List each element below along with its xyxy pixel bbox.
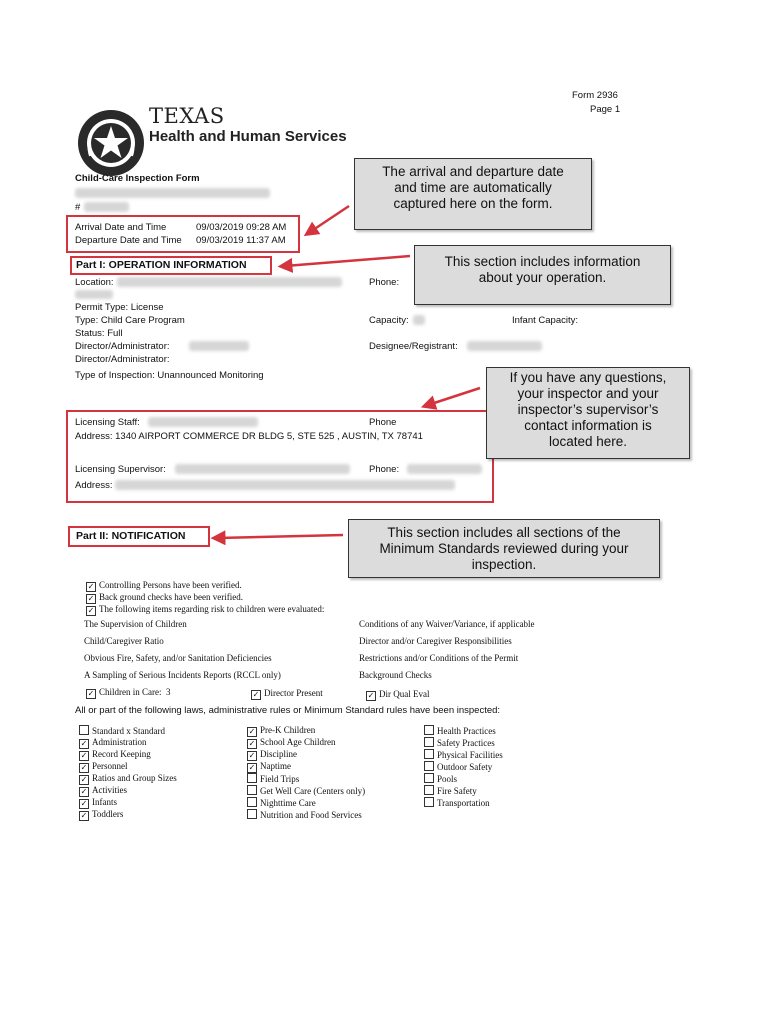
risk-item-left: A Sampling of Serious Incidents Reports (RCCL only) bbox=[84, 670, 281, 680]
supervisor-phone-label: Phone: bbox=[369, 464, 400, 475]
checkbox-empty-icon bbox=[424, 737, 434, 747]
inspected-rule-label: Naptime bbox=[260, 761, 291, 771]
inspected-intro: All or part of the following laws, administrative rules or Minimum Standard rules have been inspected: bbox=[75, 705, 501, 716]
checkbox-empty-icon bbox=[247, 797, 257, 807]
redacted-director-1 bbox=[189, 341, 249, 351]
licensing-staff-label: Licensing Staff: bbox=[75, 417, 140, 428]
checkbox-empty-icon bbox=[424, 773, 434, 783]
risk-item-left: The Supervision of Children bbox=[84, 619, 187, 629]
permit-type: Permit Type: License bbox=[75, 302, 164, 313]
operation-number-label: # bbox=[75, 202, 81, 213]
director-label-1: Director/Administrator: bbox=[75, 341, 170, 352]
inspected-rule-item bbox=[79, 761, 128, 773]
checkmark-icon: ✓ bbox=[87, 606, 95, 615]
risk-item-right: Conditions of any Waiver/Variance, if applicable bbox=[359, 619, 535, 629]
inspected-rule-label: Fire Safety bbox=[437, 786, 477, 796]
part1-heading: Part I: OPERATION INFORMATION bbox=[76, 259, 247, 271]
checkbox-empty-icon bbox=[424, 749, 434, 759]
verified-item: ✓ The following items regarding risk to children were evaluated: bbox=[87, 604, 325, 615]
inspected-rule-label: Administration bbox=[92, 737, 147, 747]
redacted-designee bbox=[467, 341, 542, 351]
capacity-label: Capacity: bbox=[369, 315, 409, 326]
inspected-rule-label: Toddlers bbox=[92, 809, 124, 819]
infant-capacity-label: Infant Capacity: bbox=[512, 315, 579, 326]
verified-item: ✓ Controlling Persons have been verified. bbox=[87, 580, 242, 591]
licensing-address: Address: 1340 AIRPORT COMMERCE DR BLDG 5, STE 525 , AUSTIN, TX 78741 bbox=[75, 431, 423, 442]
inspected-rule-label: Record Keeping bbox=[92, 749, 151, 759]
checkmark-icon: ✓ bbox=[87, 689, 95, 698]
checkbox-empty-icon bbox=[424, 785, 434, 795]
redacted-capacity bbox=[413, 315, 425, 325]
program-type: Type: Child Care Program bbox=[75, 315, 185, 326]
checkbox-empty-icon bbox=[424, 797, 434, 807]
page-label: Page 1 bbox=[590, 104, 621, 115]
inspected-rule-label: Nighttime Care bbox=[260, 798, 316, 808]
callout-notification: This section includes all sections of the Minimum Standards reviewed during your inspection. bbox=[348, 519, 660, 578]
supervisor-address-label: Address: bbox=[75, 480, 113, 491]
texas-state-seal-icon bbox=[76, 108, 146, 178]
risk-item-left: Child/Caregiver Ratio bbox=[84, 636, 164, 646]
inspected-rule-label: Personnel bbox=[92, 761, 128, 771]
form-title: Child-Care Inspection Form bbox=[75, 173, 200, 184]
licensing-supervisor-label: Licensing Supervisor: bbox=[75, 464, 166, 475]
inspected-rule-item bbox=[79, 725, 165, 736]
arrival-value: 09/03/2019 09:28 AM bbox=[196, 222, 287, 233]
checkbox-empty-icon bbox=[247, 785, 257, 795]
inspected-rule-item bbox=[79, 773, 177, 785]
departure-label: Departure Date and Time bbox=[75, 235, 182, 246]
checkmark-icon: ✓ bbox=[87, 594, 95, 603]
inspected-rule-item bbox=[424, 737, 495, 748]
redacted-supervisor-phone bbox=[407, 464, 482, 474]
inspected-rule-label: Ratios and Group Sizes bbox=[92, 773, 177, 783]
inspected-rule-label: Safety Practices bbox=[437, 738, 495, 748]
director-present: ✓ Director Present bbox=[252, 688, 323, 699]
location-label: Location: bbox=[75, 277, 114, 288]
redacted-location-line2 bbox=[75, 290, 113, 299]
inspected-rule-item bbox=[247, 809, 362, 820]
inspected-rule-item bbox=[79, 737, 147, 749]
checkmark-icon: ✓ bbox=[80, 799, 88, 808]
inspected-rule-item bbox=[79, 749, 151, 761]
risk-item-right: Background Checks bbox=[359, 670, 432, 680]
checkmark-icon: ✓ bbox=[367, 691, 375, 700]
inspected-rule-item bbox=[424, 749, 503, 760]
risk-item-left: Obvious Fire, Safety, and/or Sanitation Deficiencies bbox=[84, 653, 272, 663]
checkmark-icon: ✓ bbox=[87, 582, 95, 591]
checkmark-icon: ✓ bbox=[80, 811, 88, 820]
risk-item-right: Restrictions and/or Conditions of the Permit bbox=[359, 653, 519, 663]
callout-operation: This section includes information about your operation. bbox=[414, 245, 671, 305]
redacted-location bbox=[117, 277, 342, 287]
inspected-rule-label: Health Practices bbox=[437, 726, 496, 736]
licensing-staff-phone-label: Phone bbox=[369, 417, 397, 428]
phone-label: Phone: bbox=[369, 277, 400, 288]
inspected-rule-item bbox=[79, 809, 123, 821]
inspected-rule-label: Get Well Care (Centers only) bbox=[260, 786, 366, 796]
inspected-rule-item bbox=[424, 785, 477, 796]
inspected-rule-label: Standard x Standard bbox=[92, 726, 165, 736]
inspected-rule-item bbox=[247, 773, 299, 784]
form-number: Form 2936 bbox=[572, 90, 618, 101]
inspected-rule-item bbox=[79, 785, 127, 797]
dates-highlight-box bbox=[66, 215, 300, 253]
inspected-rule-label: Infants bbox=[92, 797, 117, 807]
inspected-rule-item bbox=[247, 749, 297, 761]
departure-value: 09/03/2019 11:37 AM bbox=[196, 235, 286, 246]
redacted-licensing-staff bbox=[148, 417, 258, 427]
inspected-rule-label: Discipline bbox=[260, 749, 297, 759]
inspected-rule-label: Pre-K Children bbox=[260, 725, 316, 735]
inspected-rule-label: Activities bbox=[92, 785, 127, 795]
inspected-rule-item bbox=[424, 797, 490, 808]
checkbox-empty-icon bbox=[247, 773, 257, 783]
risk-item-right: Director and/or Caregiver Responsibilities bbox=[359, 636, 512, 646]
checkmark-icon: ✓ bbox=[80, 739, 88, 748]
verified-item: ✓ Back ground checks have been verified. bbox=[87, 592, 243, 603]
arrival-label: Arrival Date and Time bbox=[75, 222, 167, 233]
logo-texas-text: TEXAS bbox=[149, 104, 225, 128]
redacted-operation-number bbox=[84, 202, 129, 212]
inspected-rule-item bbox=[247, 797, 316, 808]
checkbox-empty-icon bbox=[424, 725, 434, 735]
checkmark-icon: ✓ bbox=[248, 739, 256, 748]
checkbox-empty-icon bbox=[79, 725, 89, 735]
checkbox-empty-icon bbox=[424, 761, 434, 771]
inspected-rule-label: Pools bbox=[437, 774, 458, 784]
inspected-rule-item bbox=[247, 725, 315, 737]
checkbox-empty-icon bbox=[247, 809, 257, 819]
inspected-rule-item bbox=[424, 725, 496, 736]
checkmark-icon: ✓ bbox=[248, 727, 256, 736]
checkmark-icon: ✓ bbox=[80, 787, 88, 796]
part2-heading: Part II: NOTIFICATION bbox=[76, 530, 186, 542]
inspected-rule-item bbox=[424, 773, 457, 784]
inspected-rule-label: Nutrition and Food Services bbox=[260, 810, 362, 820]
checkmark-icon: ✓ bbox=[248, 751, 256, 760]
inspected-rule-label: School Age Children bbox=[260, 737, 336, 747]
inspected-rule-label: Field Trips bbox=[260, 774, 300, 784]
inspected-rule-item bbox=[247, 737, 336, 749]
checkmark-icon: ✓ bbox=[80, 763, 88, 772]
callout-dates: The arrival and departure date and time are automatically captured here on the form. bbox=[354, 158, 592, 230]
callout-contacts: If you have any questions, your inspector and your inspector’s supervisor’s contact information is located here. bbox=[486, 367, 690, 459]
redacted-supervisor bbox=[175, 464, 350, 474]
redacted-operation-name bbox=[75, 188, 270, 198]
director-label-2: Director/Administrator: bbox=[75, 354, 170, 365]
inspected-rule-label: Outdoor Safety bbox=[437, 762, 493, 772]
inspected-rule-label: Transportation bbox=[437, 798, 490, 808]
inspected-rule-item bbox=[247, 761, 291, 773]
checkmark-icon: ✓ bbox=[252, 690, 260, 699]
children-in-care: ✓ Children in Care: 3 bbox=[87, 687, 171, 698]
redacted-supervisor-address bbox=[115, 480, 455, 490]
designee-label: Designee/Registrant: bbox=[369, 341, 458, 352]
inspected-rule-item bbox=[424, 761, 492, 772]
inspected-rule-item bbox=[247, 785, 365, 796]
logo-hhs-text: Health and Human Services bbox=[149, 128, 347, 145]
permit-status: Status: Full bbox=[75, 328, 123, 339]
inspected-rule-label: Physical Facilities bbox=[437, 750, 503, 760]
checkmark-icon: ✓ bbox=[248, 763, 256, 772]
inspection-type: Type of Inspection: Unannounced Monitoring bbox=[75, 370, 264, 381]
inspected-rule-item bbox=[79, 797, 117, 809]
dir-qual-eval: ✓ Dir Qual Eval bbox=[367, 689, 430, 700]
checkmark-icon: ✓ bbox=[80, 751, 88, 760]
checkmark-icon: ✓ bbox=[80, 775, 88, 784]
